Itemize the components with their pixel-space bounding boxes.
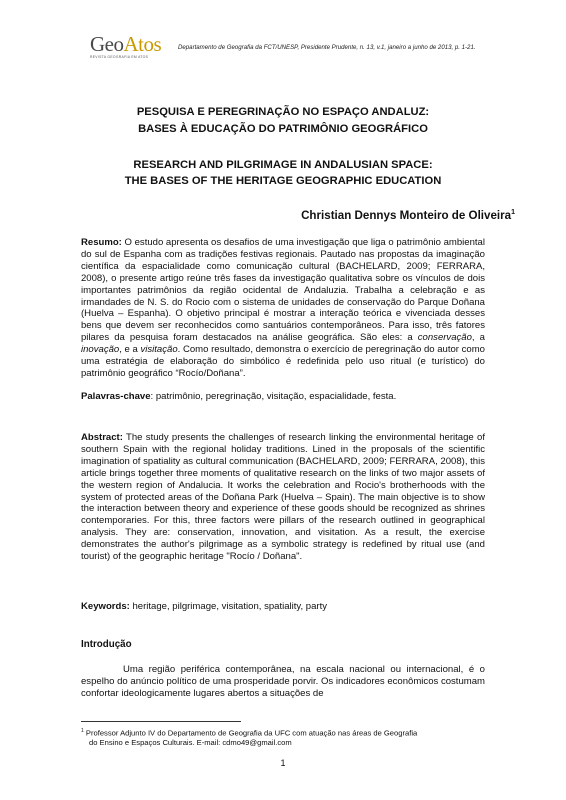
- title-en-line-2: THE BASES OF THE HERITAGE GEOGRAPHIC EDUCATION: [124, 175, 442, 187]
- resumo-label: Resumo:: [81, 237, 122, 248]
- title-pt-line-2: BASES À EDUCAÇÃO DO PATRIMÔNIO GEOGRÁFICO: [138, 123, 428, 135]
- logo-subtitle: REVISTA GEOGRAFIA EM ATOS: [90, 55, 149, 59]
- footnote: $^1$ Professor Adjunto IV do Departamento de Geografia da UFC com atuação nas áreas de Geografia do Ensino e Espaços Culturais. E-mail: cdmo49@gmail.com: [81, 728, 418, 748]
- footnote-divider: [81, 721, 241, 722]
- keywords-label: Keywords:: [81, 601, 130, 612]
- palavras-chave: Palavras-chave: patrimônio, peregrinação, visitação, espacialidade, festa.: [81, 391, 397, 402]
- palavras-label: Palavras-chave: [81, 391, 151, 402]
- journal-reference: Departamento de Geografia da FCT/UNESP, Presidente Prudente, n. 13, v.1, janeiro a junho de 2013, p. 1-21.: [178, 44, 476, 51]
- geoatos-logo: [86, 32, 174, 62]
- resumo-paragraph: Resumo: O estudo apresenta os desafios de uma investigação que liga o patrimônio ambiental do sul de Espanha com as tradições festivas regionais. Pautado nas propostas da imaginação científica da espacialidade como comunicação cultural (BACHELARD, 2009; FERRARA, 2008), o presente artigo reúne três fases da investigação qualitativa sobre os vínculos de dois importantes patrimônios da região ocidental de Andaluzia. Trabalha a celebração e as irmandades de N. S. do Rocio com o sistema de unidades de conservação do Parque Doñana (Huelva – Espanha). O objetivo principal é mostrar a interação teórica e vivenciada desses bens que devem ser reconhecidos como santuários contemporâneos. Para isso, três fatores pilares da pesquisa foram destacados na análise geográfica. São eles: a conservação, a inovação, e a visitação. Como resultado, demonstra o exercício de peregrinação do autor como uma estratégia de elaboração do simbólico é redefinida pelo uso ritual (e turístico) do patrimônio geográfico “Rocío/Doñana”.: [81, 237, 485, 379]
- page-number: 1: [280, 758, 286, 768]
- author-name: Christian Dennys Monteiro de Oliveira$^1$: [301, 209, 515, 222]
- keywords: Keywords: heritage, pilgrimage, visitation, spatiality, party: [81, 601, 328, 612]
- author-footnote-mark: 1: [511, 209, 515, 217]
- journal-header: [86, 32, 526, 66]
- abstract-paragraph: Abstract: The study presents the challenges of research linking the environmental heritage of southern Spain with the regional holiday traditions. Lined in the proposals of the scientific imagination of spatiality as cultural communication (BACHELARD, 2009; FERRARA, 2008), this article brings together three moments of qualitative research on the links of two major assets of the western region of Andalucia. It works the celebration and Rocio's brotherhoods with the system of protected areas of the Doñana Park (Huelva – Spain). The main objective is to show the interaction between theory and experience of these goods should be recognized as shrines contemporaries. For this, three factors were pillars of the research outlined in geographical analysis. They are: conservation, innovation, and visitation. As a result, the exercise demonstrates the author's pilgrimage as a symbolic strategy is redefined by ritual use (and tourist) of the geographic heritage "Rocío / Doñana".: [81, 432, 485, 563]
- title-en-line-1: RESEARCH AND PILGRIMAGE IN ANDALUSIAN SPACE:: [133, 159, 433, 171]
- title-pt-line-1: PESQUISA E PEREGRINAÇÃO NO ESPAÇO ANDALUZ:: [136, 106, 430, 118]
- intro-paragraph: Uma região periférica contemporânea, na escala nacional ou internacional, é o espelho do anúncio político de uma prosperidade porvir. Os indicadores econômicos costumam confortar ideologicamente lugares abertos a situações de: [81, 664, 485, 699]
- section-title-introducao: Introdução: [81, 639, 132, 650]
- abstract-label: Abstract:: [81, 432, 123, 443]
- logo-wordmark: GeoAtos: [90, 32, 162, 56]
